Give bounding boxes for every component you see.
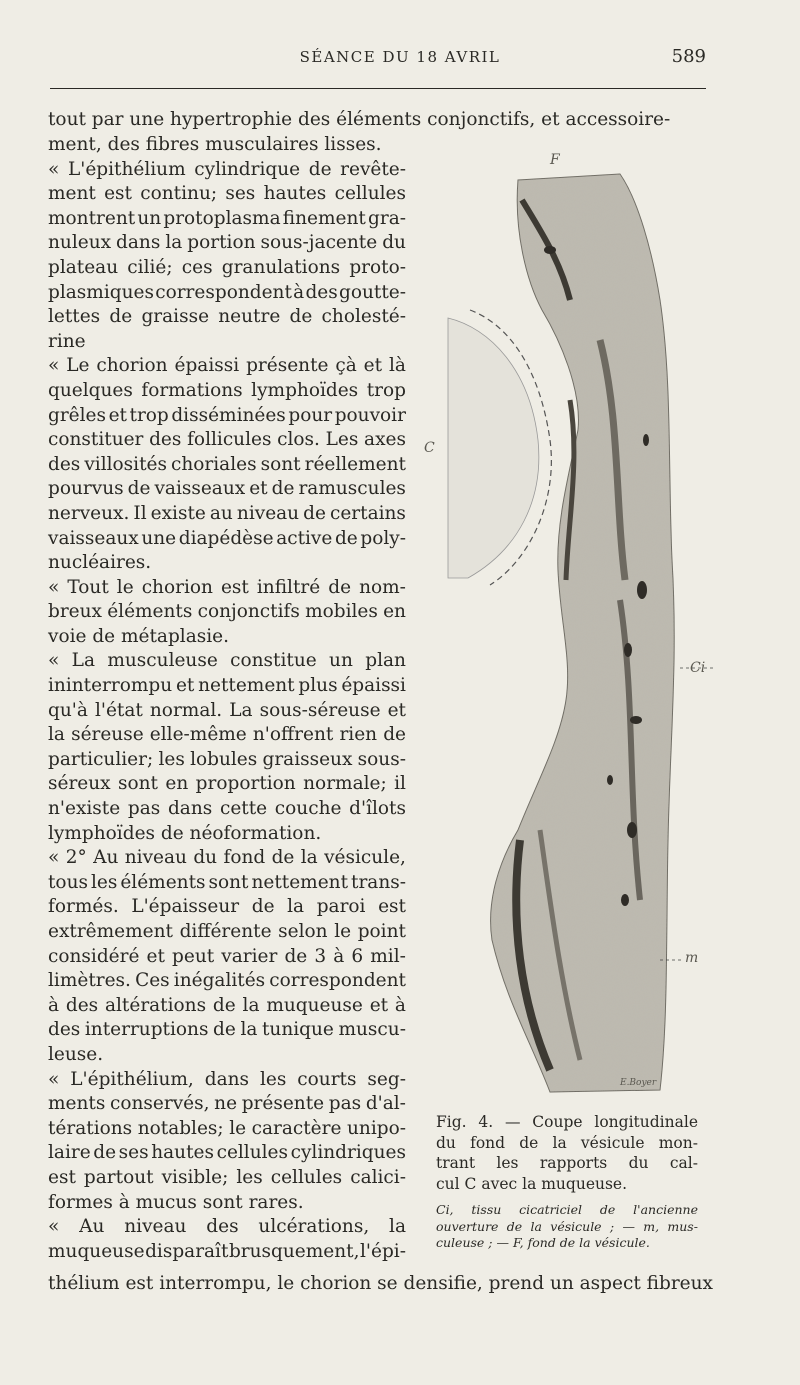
text-line: thélium est interrompu, le chorion se densifie, prend un aspect fibreux [48, 1273, 713, 1294]
text-line: constituer des follicules clos. Les axes [48, 429, 406, 451]
caption-main [436, 1112, 698, 1194]
text-line: nuleux dans la portion sous-jacente du [48, 232, 406, 254]
page-number: 589 [671, 46, 706, 67]
page-header [0, 44, 800, 74]
text-line: « Le chorion épaissi présente çà et là [48, 355, 406, 377]
text-line: « 2° Au niveau du fond de la vésicule, [48, 847, 406, 869]
text-line: « La musculeuse constitue un plan [48, 650, 406, 672]
artist-signature: E.Boyer [620, 1078, 657, 1088]
text-line: grêles et trop disséminées pour pouvoir [48, 404, 406, 426]
text-line: est partout visible; les cellules calici- [48, 1166, 406, 1188]
text-line: tout par une hypertrophie des éléments conjonctifs, et accessoire- [48, 109, 671, 130]
figure-4 [410, 140, 750, 1100]
text-line: ininterrompu et nettement plus épaissi [48, 675, 406, 697]
text-line: nerveux. Il existe au niveau de certains [48, 502, 406, 524]
label-f: F [550, 152, 560, 168]
text-line: plateau cilié; ces granulations proto- [48, 256, 406, 278]
text-line: rine [48, 330, 86, 352]
caption-line: trant les rapports du cal- [436, 1154, 698, 1172]
header-rule [50, 88, 706, 89]
caption-line: ouverture de la vésicule ; — m, mus- [436, 1218, 698, 1234]
caption-line: culeuse ; — F, fond de la vésicule. [436, 1235, 650, 1250]
caption-line: Ci, tissu cicatriciel de l'ancienne [436, 1202, 698, 1217]
text-line: considéré et peut varier de 3 à 6 mil- [48, 945, 406, 967]
running-title: SÉANCE DU 18 AVRIL [299, 48, 501, 66]
text-line: ment est continu; ses hautes cellules [48, 183, 406, 205]
full-width-text [48, 108, 708, 133]
text-line: limètres. Ces inégalités correspondent [48, 970, 406, 992]
text-line: « L'épithélium, dans les courts seg- [48, 1068, 406, 1090]
text-line: des interruptions de la tunique muscu- [48, 1019, 406, 1041]
text-line: des villosités choriales sont réellement [48, 453, 406, 475]
text-line: voie de métaplasie. [48, 625, 229, 647]
text-line: la séreuse elle-même n'offrent rien de [48, 724, 406, 746]
text-line: séreux sont en proportion normale; il [48, 773, 406, 795]
figure-caption [436, 1112, 698, 1252]
text-line: « L'épithélium cylindrique de revête- [48, 158, 406, 180]
text-line: qu'à l'état normal. La sous-séreuse et [48, 699, 406, 721]
text-line: ment, des fibres musculaires lisses. [48, 134, 382, 155]
text-line: vaisseaux une diapédèse active de poly- [48, 527, 406, 549]
text-column [48, 133, 406, 1264]
text-line: leuse. [48, 1043, 104, 1065]
text-line: particulier; les lobules graisseux sous- [48, 748, 406, 770]
label-c: C [424, 440, 435, 456]
caption-line: Fig. 4. — Coupe longitudinale [436, 1113, 698, 1131]
text-line: lettes de graisse neutre de cholesté- [48, 306, 406, 328]
label-m: m [685, 950, 699, 966]
caption-line: du fond de la vésicule mon- [436, 1133, 698, 1152]
text-line: nucléaires. [48, 552, 152, 574]
text-line: plasmiques correspondent à des goutte- [48, 281, 406, 303]
text-line: breux éléments conjonctifs mobiles en [48, 601, 406, 623]
text-line: muqueuse disparaît brusquement, l'épi- [48, 1240, 406, 1262]
text-line: formés. L'épaisseur de la paroi est [48, 896, 406, 918]
calculus-body [448, 318, 539, 578]
text-line: extrêmement différente selon le point [48, 921, 406, 942]
text-line: tous les éléments sont nettement trans- [48, 871, 406, 893]
text-line: laire de ses hautes cellules cylindriques [48, 1142, 406, 1164]
text-line: montrent un protoplasma finement gra- [48, 207, 406, 229]
text-line: « Au niveau des ulcérations, la [48, 1216, 406, 1238]
caption-line: cul C avec la muqueuse. [436, 1174, 628, 1193]
label-ci: Ci [690, 660, 706, 676]
text-line: quelques formations lymphoïdes trop [48, 379, 406, 401]
text-line: ments conservés, ne présente pas d'al- [48, 1093, 406, 1115]
caption-legend [436, 1202, 698, 1252]
text-line: à des altérations de la muqueuse et à [48, 994, 406, 1016]
tissue-section-illustration [410, 140, 750, 1100]
text-line: formes à mucus sont rares. [48, 1191, 304, 1213]
text-line: térations notables; le caractère unipo- [48, 1117, 406, 1139]
text-line: pourvus de vaisseaux et de ramuscules [48, 478, 406, 500]
text-line: « Tout le chorion est infiltré de nom- [48, 576, 406, 598]
text-line: n'existe pas dans cette couche d'îlots [48, 798, 406, 820]
text-line: lymphoïdes de néoformation. [48, 822, 322, 844]
